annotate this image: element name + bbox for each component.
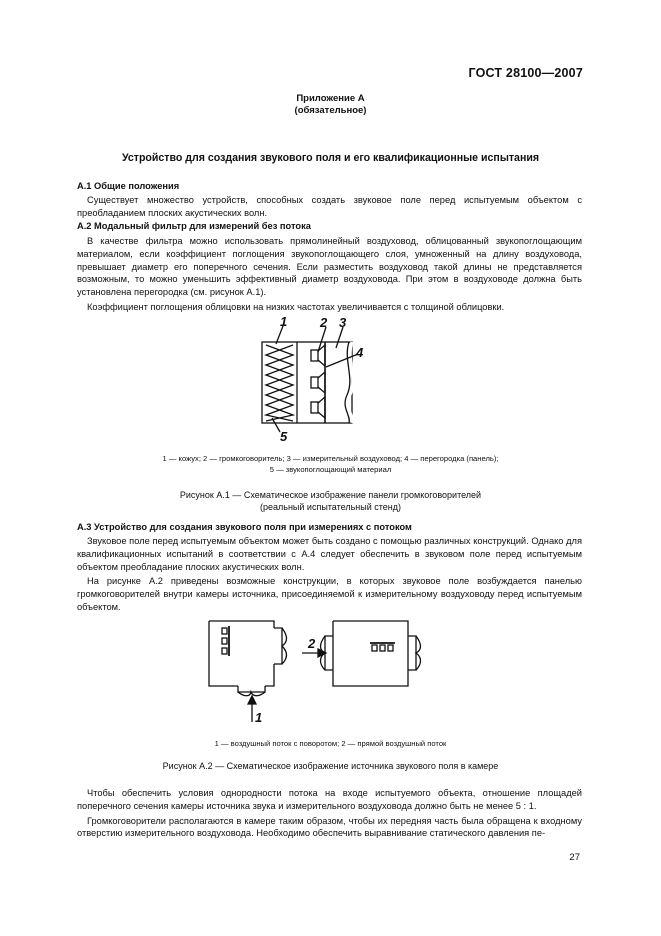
paragraph: Чтобы обеспечить условия однородности потока на входе испытуемого объекта, отношение площадей поперечного сечения камеры источника звука и измерительного воздуховода должно быть не менее 5 : 1.: [77, 788, 582, 811]
paragraph: Звуковое поле перед испытуемым объектом может быть создано с помощью различных конструкций. Однако для квалификационных испытаний в соответствии с А.4 следует обеспечить в звуковом поле перед испытуемым объектом преобладание плоских акустических волн.: [77, 536, 582, 572]
right-chamber-outlet: [408, 636, 416, 670]
figure-a2-legend: 1 — воздушный поток с поворотом; 2 — прямой воздушный поток: [214, 739, 447, 748]
paragraph: Коэффициент поглощения облицовки на низких частотах увеличивается с толщиной облицовки.: [87, 301, 505, 312]
caption-line: (реальный испытательный стенд): [260, 502, 401, 512]
page-number: 27: [569, 852, 580, 863]
appendix-title: Приложение А: [296, 93, 365, 104]
standard-header: ГОСТ 28100—2007: [468, 66, 583, 80]
right-speakers: [370, 643, 395, 651]
right-chamber-outlet-break: [416, 636, 421, 670]
left-chamber-right-wall-lower: [265, 664, 274, 686]
paragraph: На рисунке А.2 приведены возможные конструкции, в которых звуковое поле возбуждается панелью громкоговорителей внутри камеры источника, присоединяемой к измерительному воздуховоду перед испытуемым объектом.: [77, 576, 582, 612]
paragraph: В качестве фильтра можно использовать прямолинейный воздуховод, облицованный звукопоглощающим материалом, если коэффициент поглощения звукопоглощающего слоя, умноженный на длину воздуховода, превышает диаметр его поперечного сечения. Если разместить воздуховод такой длины не представляется возможным, то можно уменьшить эффективный диаметр воздуховода. При этом в воздуховоде должна быть установлена перегородка (см. рисунок А.1).: [77, 236, 582, 298]
figure-a2-caption: Рисунок А.2 — Схематическое изображение источника звукового поля в камере: [162, 761, 499, 771]
fig-a1-label-1: 1: [280, 314, 288, 329]
left-chamber-outlet-break: [282, 628, 287, 664]
paragraph: Существует множество устройств, способных создать звуковое поле перед испытуемым объектом с преобладанием плоских акустических волн.: [77, 195, 582, 218]
section-a2-heading: А.2 Модальный фильтр для измерений без потока: [77, 221, 311, 231]
fig-a1-label-5: 5: [280, 429, 288, 444]
legend-line: 5 — звукопоглощающий материал: [269, 465, 392, 474]
fig-a1-label-4: 4: [356, 345, 364, 360]
left-chamber-outlet: [274, 628, 282, 664]
paragraph: Громкоговорители располагаются в камере таким образом, чтобы их передняя часть была обращена к входному отверстию измерительного воздуховода. Необходимо обеспечить выравнивание статического давления пе-: [77, 815, 582, 839]
fig-a1-label-3: 3: [339, 315, 347, 330]
closing-text: [77, 787, 582, 840]
left-speakers: [222, 626, 229, 656]
right-chamber-outline: [333, 621, 408, 686]
left-chamber-top-wall: [209, 621, 274, 628]
left-chamber-inlet: [238, 686, 265, 692]
main-title: Устройство для создания звукового поля и его квалификационные испытания: [121, 152, 540, 164]
section-a1-heading: А.1 Общие положения: [77, 181, 180, 191]
arrow-1-head: [248, 696, 256, 704]
caption-line: Рисунок А.1 — Схематическое изображение панели громкоговорителей: [179, 490, 482, 500]
legend-line: 1 — кожух; 2 — громкоговоритель; 3 — измерительный воздуховод; 4 — перегородка (панель);: [162, 454, 499, 463]
fig-a1-label-2: 2: [320, 315, 328, 330]
section-a3-heading: А.3 Устройство для создания звукового поля при измерениях с потоком: [77, 522, 412, 532]
fig-a2-label-2: 2: [308, 636, 316, 651]
fig-a2-label-1: 1: [255, 710, 263, 725]
appendix-status: (обязательное): [294, 105, 367, 116]
